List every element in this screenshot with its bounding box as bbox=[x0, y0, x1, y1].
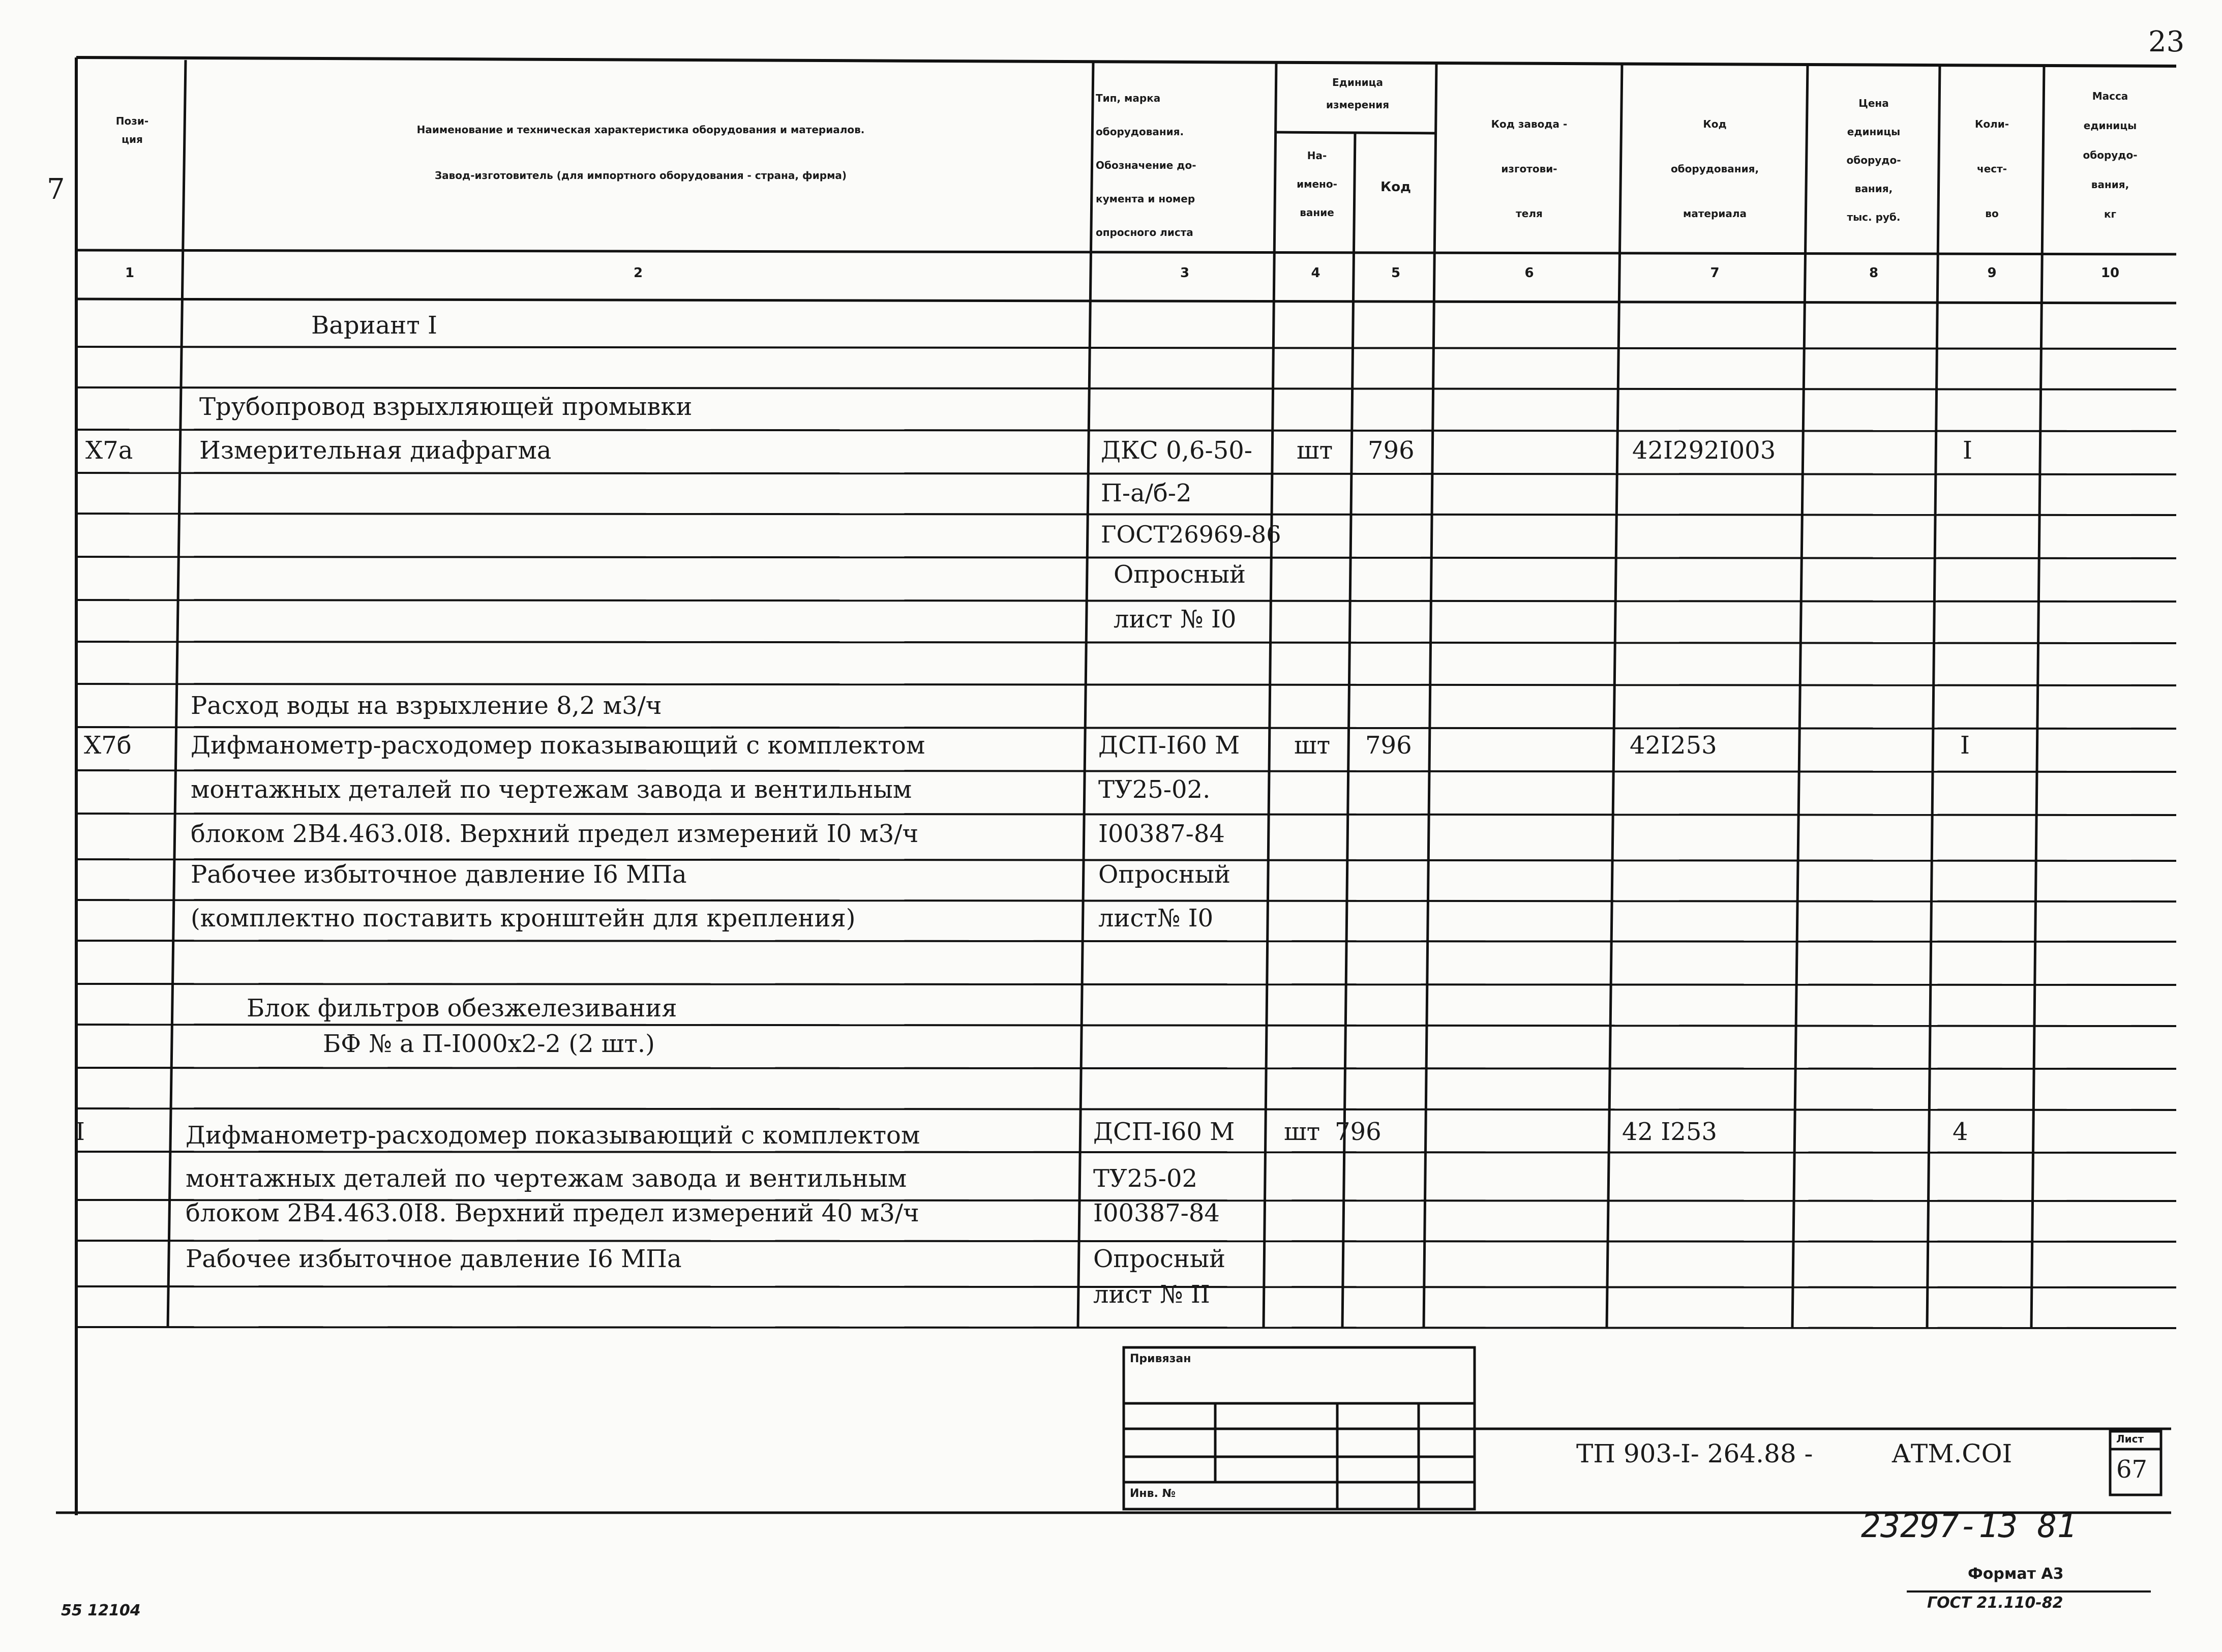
unit-cell: шт bbox=[1284, 1118, 1320, 1146]
name-cell: Дифманометр-расходомер показывающий с комплектом bbox=[186, 1121, 920, 1150]
header-line: Наименование и техническая характеристика оборудования и материалов. bbox=[416, 124, 865, 136]
header-line: измерения bbox=[1326, 99, 1390, 111]
unit-cell: шт bbox=[1297, 436, 1333, 465]
variant-title: Вариант I bbox=[311, 311, 437, 340]
type-cell: Опросный bbox=[1098, 860, 1231, 889]
header-line: ция bbox=[122, 133, 143, 145]
header-line: единицы bbox=[2083, 119, 2137, 132]
stamp-inv: Инв. № bbox=[1130, 1487, 1176, 1500]
header-line: оборудования. bbox=[1096, 126, 1184, 138]
type-cell: ТУ25-02. bbox=[1098, 775, 1211, 804]
header-line: Цена bbox=[1858, 97, 1889, 109]
stamp-privyazan: Привязан bbox=[1130, 1353, 1191, 1365]
header-line: имено- bbox=[1297, 178, 1337, 190]
header-line: вания, bbox=[2091, 178, 2129, 191]
header-position bbox=[81, 112, 183, 148]
type-cell: лист № I0 bbox=[1114, 605, 1237, 634]
gost-label: ГОСТ 21.110-82 bbox=[1927, 1594, 2063, 1612]
quantity-cell: I bbox=[1960, 731, 1970, 760]
header-line: вания, bbox=[1854, 183, 1893, 195]
position-cell: I bbox=[75, 1118, 85, 1146]
type-cell: лист№ I0 bbox=[1098, 904, 1214, 933]
name-cell: монтажных деталей по чертежам завода и вентильным bbox=[191, 775, 912, 804]
col-number: 6 bbox=[1524, 265, 1534, 281]
header-line: Обозначение до- bbox=[1096, 159, 1196, 171]
header-line: материала bbox=[1683, 207, 1747, 220]
sheet-number: 67 bbox=[2116, 1455, 2148, 1484]
header-price bbox=[1810, 89, 1937, 231]
header-type bbox=[1096, 81, 1274, 249]
position-cell: Х7а bbox=[85, 436, 133, 465]
quantity-cell: I bbox=[1963, 436, 1972, 465]
name-cell: блоком 2В4.463.0I8. Верхний предел измерений I0 м3/ч bbox=[191, 820, 919, 848]
header-line: На- bbox=[1307, 149, 1327, 162]
header-line: кг bbox=[2104, 208, 2117, 220]
equipment-code-cell: 42 I253 bbox=[1622, 1118, 1717, 1146]
name-cell: (комплектно поставить кронштейн для крепления) bbox=[191, 904, 856, 933]
type-cell: ДСП-I60 М bbox=[1093, 1118, 1235, 1146]
col-number: 1 bbox=[125, 265, 135, 281]
header-unit-code: Код bbox=[1380, 179, 1412, 195]
left-mark: 7 bbox=[47, 173, 65, 206]
header-unit-group bbox=[1279, 71, 1436, 116]
header-unit-name bbox=[1279, 141, 1355, 227]
col-number: 3 bbox=[1180, 265, 1190, 281]
header-line: оборудо- bbox=[1846, 154, 1901, 166]
col-number: 4 bbox=[1311, 265, 1320, 281]
type-cell: I00387-84 bbox=[1093, 1199, 1220, 1227]
quantity-cell: 4 bbox=[1953, 1118, 1968, 1146]
header-line: чест- bbox=[1976, 163, 2007, 175]
type-cell: ГОСТ26969-86 bbox=[1101, 521, 1281, 548]
section-title: Расход воды на взрыхление 8,2 м3/ч bbox=[191, 692, 662, 720]
header-line: Код завода - bbox=[1491, 118, 1568, 130]
header-line: тыс. руб. bbox=[1847, 211, 1901, 223]
type-cell: лист № II bbox=[1093, 1280, 1210, 1309]
type-cell: ДКС 0,6-50- bbox=[1101, 436, 1253, 465]
unit-cell: шт bbox=[1294, 731, 1331, 760]
type-cell: ДСП-I60 М bbox=[1098, 731, 1240, 760]
equipment-code-cell: 42I292I003 bbox=[1632, 436, 1776, 465]
type-cell: I00387-84 bbox=[1098, 820, 1225, 848]
unit-code-cell: 796 bbox=[1365, 731, 1412, 760]
name-cell: блоком 2В4.463.0I8. Верхний предел измерений 40 м3/ч bbox=[186, 1199, 919, 1227]
left-footer-code: 55 12104 bbox=[61, 1602, 141, 1619]
section-title: Трубопровод взрыхляющей промывки bbox=[199, 393, 693, 421]
type-cell: Опросный bbox=[1093, 1245, 1226, 1273]
col-number: 10 bbox=[2100, 265, 2120, 281]
header-line: опросного листа bbox=[1096, 226, 1193, 238]
header-line: Тип, марка bbox=[1096, 92, 1161, 104]
name-cell: монтажных деталей по чертежам завода и вентильным bbox=[186, 1164, 907, 1193]
unit-code-cell: 796 bbox=[1368, 436, 1415, 465]
header-line: кумента и номер bbox=[1096, 193, 1195, 205]
header-equipment-code bbox=[1625, 102, 1805, 236]
col-number: 5 bbox=[1391, 265, 1401, 281]
header-line: Единица bbox=[1332, 76, 1383, 88]
type-cell: Опросный bbox=[1114, 560, 1246, 589]
format-label: Формат А3 bbox=[1968, 1565, 2064, 1583]
doc-suffix: АТМ.COI bbox=[1891, 1439, 2013, 1468]
section-title: Блок фильтров обезжелезивания bbox=[247, 994, 677, 1023]
header-line: вание bbox=[1300, 206, 1334, 219]
header-line: Пози- bbox=[115, 115, 149, 127]
header-line: оборудо- bbox=[2083, 149, 2138, 161]
sheet-label: Лист bbox=[2116, 1433, 2144, 1445]
header-quantity bbox=[1942, 102, 2041, 236]
header-line: Код bbox=[1703, 118, 1727, 130]
type-cell: П-а/б-2 bbox=[1101, 479, 1192, 507]
col-number: 8 bbox=[1869, 265, 1879, 281]
col-number: 2 bbox=[633, 265, 643, 281]
header-line: теля bbox=[1516, 207, 1543, 220]
type-cell: ТУ25-02 bbox=[1093, 1164, 1198, 1193]
col-number: 9 bbox=[1987, 265, 1997, 281]
unit-code-cell: 796 bbox=[1335, 1118, 1382, 1146]
col-number: 7 bbox=[1710, 265, 1720, 281]
header-line: Завод-изготовитель (для импортного оборудования - страна, фирма) bbox=[434, 169, 847, 182]
header-line: во bbox=[1985, 207, 1999, 220]
doc-code: ТП 903-I- 264.88 - bbox=[1576, 1439, 1813, 1468]
header-mass bbox=[2047, 81, 2174, 229]
header-line: изготови- bbox=[1501, 163, 1557, 175]
header-line: единицы bbox=[1847, 126, 1901, 138]
section-subtitle: БФ № а П-I000х2-2 (2 шт.) bbox=[323, 1030, 655, 1058]
header-line: оборудования, bbox=[1670, 163, 1759, 175]
name-cell: Измерительная диафрагма bbox=[199, 436, 552, 465]
top-right-mark: 23 bbox=[2148, 25, 2185, 58]
name-cell: Дифманометр-расходомер показывающий с комплектом bbox=[191, 731, 925, 760]
header-plant-code bbox=[1439, 102, 1619, 236]
header-name bbox=[193, 107, 1088, 198]
header-line: Масса bbox=[2092, 90, 2128, 102]
name-cell: Рабочее избыточное давление I6 МПа bbox=[186, 1245, 682, 1273]
equipment-code-cell: 42I253 bbox=[1630, 731, 1717, 760]
position-cell: Х7б bbox=[84, 731, 132, 760]
handwritten-number: 23297-13 81 bbox=[1861, 1508, 2077, 1545]
header-line: Коли- bbox=[1974, 118, 2009, 130]
name-cell: Рабочее избыточное давление I6 МПа bbox=[191, 860, 687, 889]
